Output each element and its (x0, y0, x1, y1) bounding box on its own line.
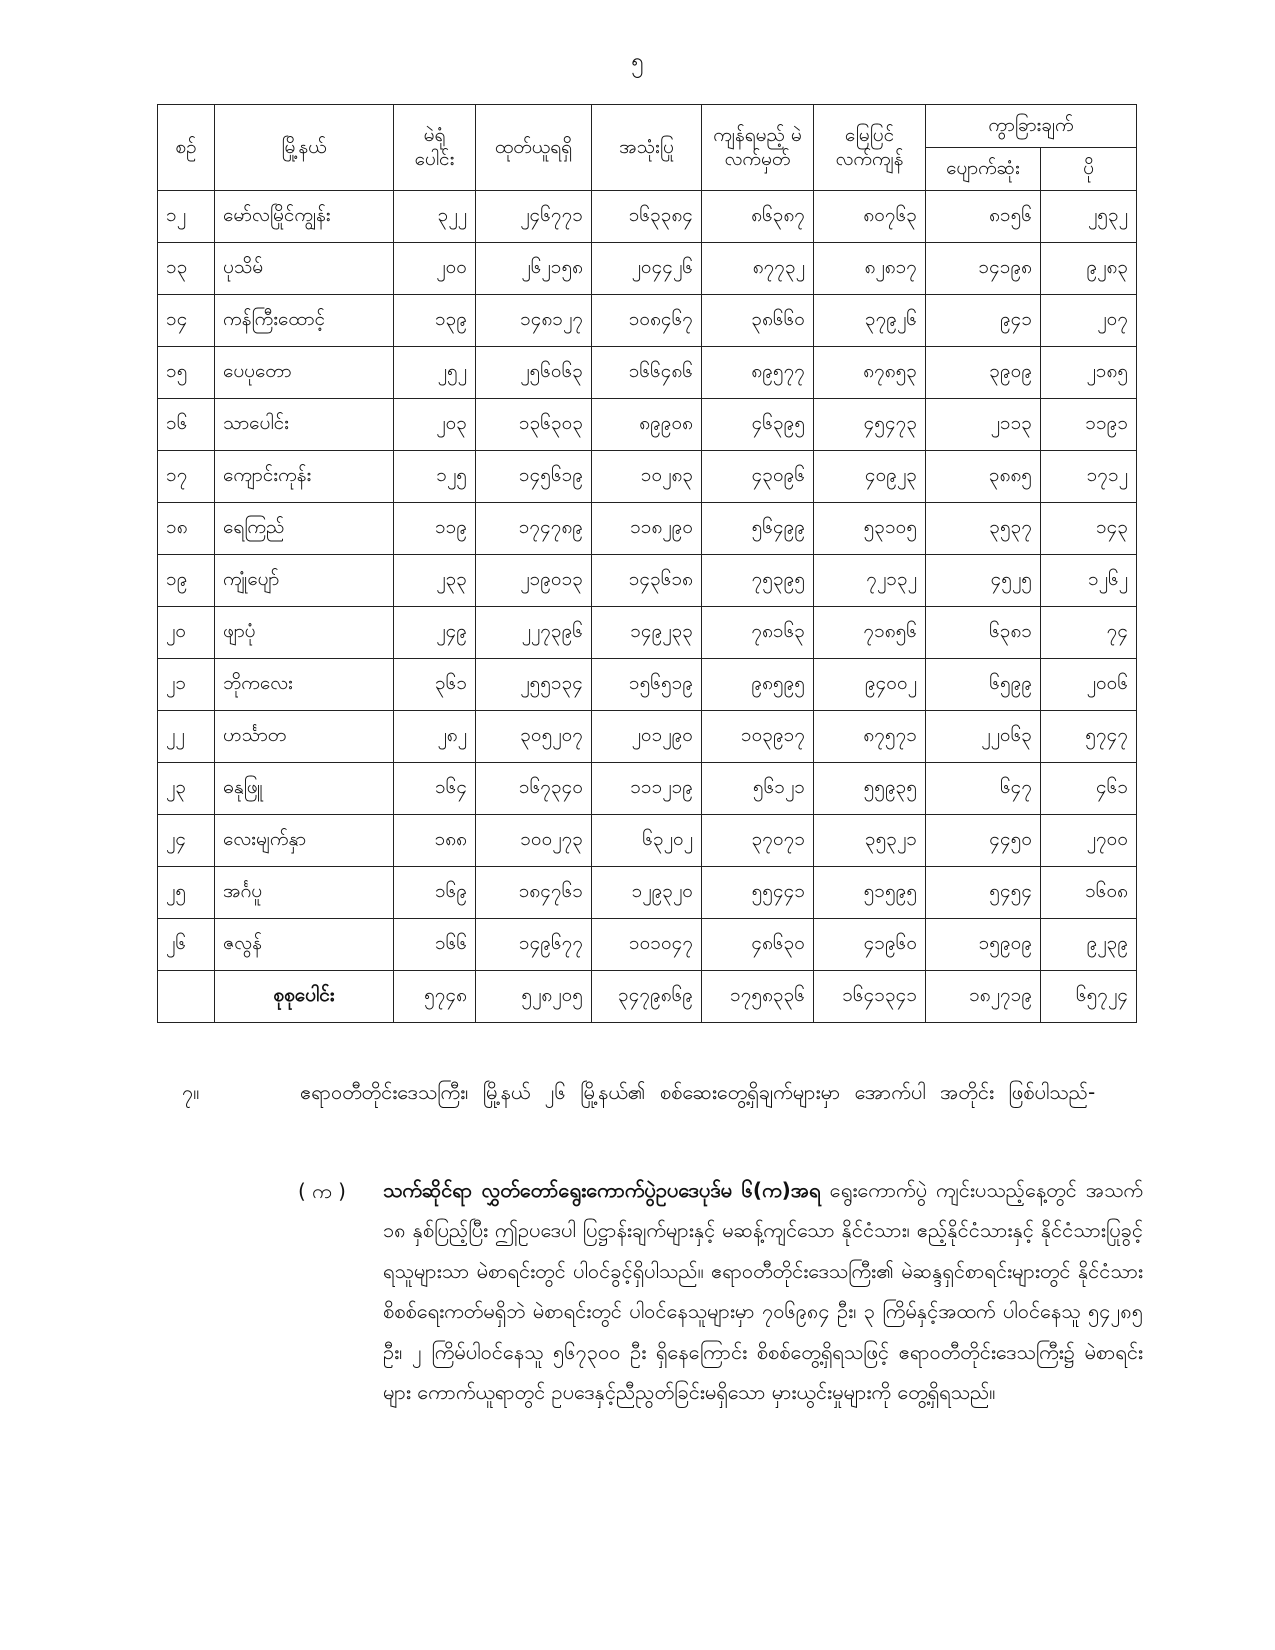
row-actual: ၇၁၈၅၆ (814, 607, 926, 659)
col-stations-header: မဲရုံ ပေါင်း (394, 105, 476, 191)
item-k-text: ရွေးကောက်ပွဲ ကျင်းပသည့်နေ့တွင် အသက် ၁၈ နှစ်ပြည့်ပြီး ဤဥပဒေပါ ပြဋ္ဌာန်းချက်များနှင့် မဆန့်ကျင်သော နိုင်ငံသား၊ ဧည့်နိုင်ငံသားနှင့် နိုင်ငံသားပြုခွင့်ရသူများသာ မဲစာရင်းတွင် ပါဝင်ခွင့်ရှိပါသည်။ ဧရာဝတီတိုင်းဒေသကြီး၏ မဲဆန္ဒရှင်စာရင်းများတွင် နိုင်ငံသားစိစစ်ရေးကတ်မရှိဘဲ မဲစာရင်းတွင် ပါဝင်နေသူများမှာ ၇၀၆၉၈၄ ဦး၊ ၃ ကြိမ်နှင့်အထက် ပါဝင်နေသူ ၅၄၂၈၅ ဦး၊ ၂ ကြိမ်ပါဝင်နေသူ ၅၆၇၃၀၀ ဦး ရှိနေကြောင်း စိစစ်တွေ့ရှိရသဖြင့် ဧရာဝတီတိုင်းဒေသကြီး၌ မဲစာရင်းများ ကောက်ယူရာတွင် ဥပဒေနှင့်ညီညွတ်ခြင်းမရှိသော မှားယွင်းမှုများကို တွေ့ရှိရသည်။ (383, 1178, 1143, 1404)
row-serial: ၂၂ (158, 711, 215, 763)
row-actual: ၈၀၇၆၃ (814, 191, 926, 243)
row-received: ၁၈၄၇၆၁ (476, 867, 592, 919)
item-k-paragraph (383, 1170, 1143, 1412)
row-serial: ၁၇ (158, 451, 215, 503)
col-actual-header: မြေပြင် လက်ကျန် (814, 105, 926, 191)
row-remaining: ၅၅၄၄၁ (702, 867, 814, 919)
row-surplus: ၄၆၁ (1041, 763, 1137, 815)
col-received-header: ထုတ်ယူရရှိ (476, 105, 592, 191)
row-remaining: ၅၆၁၂၁ (702, 763, 814, 815)
row-used: ၁၅၆၅၁၉ (592, 659, 702, 711)
row-used: ၁၆၆၄၈၆ (592, 347, 702, 399)
row-remaining: ၈၉၅၇၇ (702, 347, 814, 399)
row-surplus: ၁၆၀၈ (1041, 867, 1137, 919)
row-township: ဘိုကလေး (215, 659, 394, 711)
row-serial: ၂၁ (158, 659, 215, 711)
row-serial: ၂၀ (158, 607, 215, 659)
row-actual: ၅၁၅၉၅ (814, 867, 926, 919)
row-actual: ၅၅၉၃၅ (814, 763, 926, 815)
row-stations: ၂၀၃ (394, 399, 476, 451)
total-label: စုစုပေါင်း (215, 971, 394, 1023)
row-received: ၂၅၆၀၆၃ (476, 347, 592, 399)
total-received: ၅၂၈၂၀၅ (476, 971, 592, 1023)
row-township: ကန်ကြီးထောင့် (215, 295, 394, 347)
row-lost: ၃၈၈၅ (926, 451, 1041, 503)
table-row (158, 555, 1137, 607)
row-stations: ၁၂၅ (394, 451, 476, 503)
row-received: ၁၆၇၃၄၀ (476, 763, 592, 815)
row-stations: ၁၆၄ (394, 763, 476, 815)
row-remaining: ၃၈၆၆၀ (702, 295, 814, 347)
row-serial: ၁၆ (158, 399, 215, 451)
table-row (158, 867, 1137, 919)
row-serial: ၂၄ (158, 815, 215, 867)
row-used: ၈၉၉၀၈ (592, 399, 702, 451)
row-stations: ၁၈၈ (394, 815, 476, 867)
col-surplus-header: ပို (1041, 148, 1137, 191)
row-actual: ၄၅၄၇၃ (814, 399, 926, 451)
row-township: ကျုံပျော် (215, 555, 394, 607)
row-remaining: ၉၈၅၉၅ (702, 659, 814, 711)
row-lost: ၁၅၉၀၉ (926, 919, 1041, 971)
row-lost: ၂၂၀၆၃ (926, 711, 1041, 763)
row-actual: ၉၄၀၀၂ (814, 659, 926, 711)
row-surplus: ၅၇၄၇ (1041, 711, 1137, 763)
row-stations: ၂၃၃ (394, 555, 476, 607)
row-township: ဟင်္သာတ (215, 711, 394, 763)
col-difference-header: ကွာခြားချက် (926, 105, 1137, 148)
row-surplus: ၂၅၃၂ (1041, 191, 1137, 243)
row-used: ၁၀၁၀၄၇ (592, 919, 702, 971)
row-serial: ၂၅ (158, 867, 215, 919)
row-actual: ၄၁၉၆၀ (814, 919, 926, 971)
row-surplus: ၁၁၉၁ (1041, 399, 1137, 451)
row-lost: ၄၅၂၅ (926, 555, 1041, 607)
row-township: မော်လမြိုင်ကျွန်း (215, 191, 394, 243)
row-remaining: ၇၅၃၉၅ (702, 555, 814, 607)
row-surplus: ၂၀၇ (1041, 295, 1137, 347)
col-used-header: အသုံးပြု (592, 105, 702, 191)
paragraph-text: ဧရာဝတီတိုင်းဒေသကြီး၊ မြို့နယ် ၂၆ မြို့နယ်၏ စစ်ဆေးတွေ့ရှိချက်များမှာ အောက်ပါ အတိုင်း ဖြစ်ပါသည်- (300, 1080, 1096, 1104)
row-actual: ၇၂၁၃၂ (814, 555, 926, 607)
row-serial: ၂၃ (158, 763, 215, 815)
total-blank-cell (158, 971, 215, 1023)
ballot-table (157, 104, 1137, 1023)
row-lost: ၆၄၇ (926, 763, 1041, 815)
row-remaining: ၅၆၄၉၉ (702, 503, 814, 555)
row-used: ၁၀၈၄၆၇ (592, 295, 702, 347)
row-remaining: ၁၀၃၉၁၇ (702, 711, 814, 763)
row-received: ၁၇၄၇၈၉ (476, 503, 592, 555)
row-lost: ၄၄၅၀ (926, 815, 1041, 867)
row-used: ၁၁၁၂၁၉ (592, 763, 702, 815)
table-row (158, 763, 1137, 815)
row-actual: ၅၃၁၀၅ (814, 503, 926, 555)
row-stations: ၃၂၂ (394, 191, 476, 243)
table-row (158, 607, 1137, 659)
row-surplus: ၂၇၀၀ (1041, 815, 1137, 867)
table-row (158, 659, 1137, 711)
row-remaining: ၈၇၇၃၂ (702, 243, 814, 295)
row-stations: ၁၁၉ (394, 503, 476, 555)
row-surplus: ၁၄၃ (1041, 503, 1137, 555)
page-number: ၅ (631, 49, 644, 74)
row-remaining: ၄၆၃၉၅ (702, 399, 814, 451)
row-stations: ၁၆၆ (394, 919, 476, 971)
row-serial: ၁၅ (158, 347, 215, 399)
row-received: ၁၄၅၆၁၉ (476, 451, 592, 503)
row-township: ဇလွန် (215, 919, 394, 971)
table-row (158, 399, 1137, 451)
row-surplus: ၂၀၀၆ (1041, 659, 1137, 711)
row-lost: ၉၄၁ (926, 295, 1041, 347)
row-received: ၂၄၆၇၇၁ (476, 191, 592, 243)
row-surplus: ၉၂၈၃ (1041, 243, 1137, 295)
row-serial: ၁၄ (158, 295, 215, 347)
row-used: ၁၁၈၂၉၀ (592, 503, 702, 555)
row-stations: ၂၅၂ (394, 347, 476, 399)
row-stations: ၁၃၉ (394, 295, 476, 347)
row-remaining: ၄၃၀၉၆ (702, 451, 814, 503)
table-row (158, 347, 1137, 399)
row-lost: ၆၅၉၉ (926, 659, 1041, 711)
row-township: ပေပုတော (215, 347, 394, 399)
table-row (158, 295, 1137, 347)
row-used: ၁၄၉၂၃၃ (592, 607, 702, 659)
row-used: ၁၆၃၃၈၄ (592, 191, 702, 243)
row-surplus: ၉၂၃၉ (1041, 919, 1137, 971)
row-surplus: ၁၂၆၂ (1041, 555, 1137, 607)
col-township-header: မြို့နယ် (215, 105, 394, 191)
table-row (158, 503, 1137, 555)
total-remaining: ၁၇၅၈၃၃၆ (702, 971, 814, 1023)
row-surplus: ၇၄ (1041, 607, 1137, 659)
total-row (158, 971, 1137, 1023)
row-used: ၆၃၂၀၂ (592, 815, 702, 867)
paragraph-7 (182, 1076, 1142, 1108)
total-surplus: ၆၅၇၂၄ (1041, 971, 1137, 1023)
row-used: ၂၀၁၂၉၀ (592, 711, 702, 763)
row-received: ၁၄၉၆၇၇ (476, 919, 592, 971)
row-township: လေးမျက်နှာ (215, 815, 394, 867)
row-used: ၁၀၂၈၃ (592, 451, 702, 503)
row-surplus: ၁၇၁၂ (1041, 451, 1137, 503)
row-used: ၂၀၄၄၂၆ (592, 243, 702, 295)
item-label: ( က ) (298, 1179, 346, 1203)
row-lost: ၁၄၁၉၈ (926, 243, 1041, 295)
row-township: အင်္ဂပူ (215, 867, 394, 919)
row-stations: ၂၀၀ (394, 243, 476, 295)
row-received: ၁၃၆၃၀၃ (476, 399, 592, 451)
row-township: ဖျာပုံ (215, 607, 394, 659)
row-received: ၁၀၀၂၇၃ (476, 815, 592, 867)
table-row (158, 451, 1137, 503)
row-serial: ၂၆ (158, 919, 215, 971)
row-used: ၁၄၃၆၁၈ (592, 555, 702, 607)
row-actual: ၈၇၅၇၁ (814, 711, 926, 763)
total-stations: ၅၇၄၈ (394, 971, 476, 1023)
row-received: ၂၅၅၁၃၄ (476, 659, 592, 711)
col-remaining-header: ကျန်ရမည့် မဲလက်မှတ် (702, 105, 814, 191)
row-serial: ၁၂ (158, 191, 215, 243)
row-surplus: ၂၁၈၅ (1041, 347, 1137, 399)
row-serial: ၁၈ (158, 503, 215, 555)
row-township: ကျောင်းကုန်း (215, 451, 394, 503)
row-serial: ၁၃ (158, 243, 215, 295)
table-row (158, 815, 1137, 867)
row-stations: ၁၆၉ (394, 867, 476, 919)
row-received: ၁၄၈၁၂၇ (476, 295, 592, 347)
row-township: သာပေါင်း (215, 399, 394, 451)
row-stations: ၂၈၂ (394, 711, 476, 763)
row-stations: ၃၆၁ (394, 659, 476, 711)
row-lost: ၃၉၀၉ (926, 347, 1041, 399)
row-received: ၃၀၅၂၀၇ (476, 711, 592, 763)
row-used: ၁၂၉၃၂၀ (592, 867, 702, 919)
row-actual: ၃၇၉၂၆ (814, 295, 926, 347)
paragraph-number: ၇။ (182, 1080, 200, 1104)
row-actual: ၈၇၈၅၃ (814, 347, 926, 399)
total-lost: ၁၈၂၇၁၉ (926, 971, 1041, 1023)
item-k-bold-text: သက်ဆိုင်ရာ လွှတ်တော်ရွေးကောက်ပွဲဥပဒေပုဒ်မ ၆(က)အရ (383, 1178, 821, 1202)
row-received: ၂၂၇၃၉၆ (476, 607, 592, 659)
table-row (158, 711, 1137, 763)
table-row (158, 191, 1137, 243)
row-lost: ၆၃၈၁ (926, 607, 1041, 659)
row-actual: ၈၂၈၁၇ (814, 243, 926, 295)
row-lost: ၂၁၁၃ (926, 399, 1041, 451)
row-received: ၂၆၂၁၅၈ (476, 243, 592, 295)
row-actual: ၄၀၉၂၃ (814, 451, 926, 503)
row-actual: ၃၅၃၂၁ (814, 815, 926, 867)
total-actual: ၁၆၄၁၃၄၁ (814, 971, 926, 1023)
col-serial-header: စဉ် (158, 105, 215, 191)
row-serial: ၁၉ (158, 555, 215, 607)
row-township: ပုသိမ် (215, 243, 394, 295)
row-remaining: ၈၆၃၈၇ (702, 191, 814, 243)
row-lost: ၅၄၅၄ (926, 867, 1041, 919)
total-used: ၃၄၇၉၈၆၉ (592, 971, 702, 1023)
row-lost: ၈၁၅၆ (926, 191, 1041, 243)
row-remaining: ၃၇၀၇၁ (702, 815, 814, 867)
row-township: ဓနုဖြူ (215, 763, 394, 815)
row-received: ၂၁၉၀၁၃ (476, 555, 592, 607)
row-remaining: ၇၈၁၆၃ (702, 607, 814, 659)
row-remaining: ၄၈၆၃၀ (702, 919, 814, 971)
row-township: ရေကြည် (215, 503, 394, 555)
row-stations: ၂၄၉ (394, 607, 476, 659)
col-lost-header: ပျောက်ဆုံး (926, 148, 1041, 191)
row-lost: ၃၅၃၇ (926, 503, 1041, 555)
table-row (158, 919, 1137, 971)
table-row (158, 243, 1137, 295)
